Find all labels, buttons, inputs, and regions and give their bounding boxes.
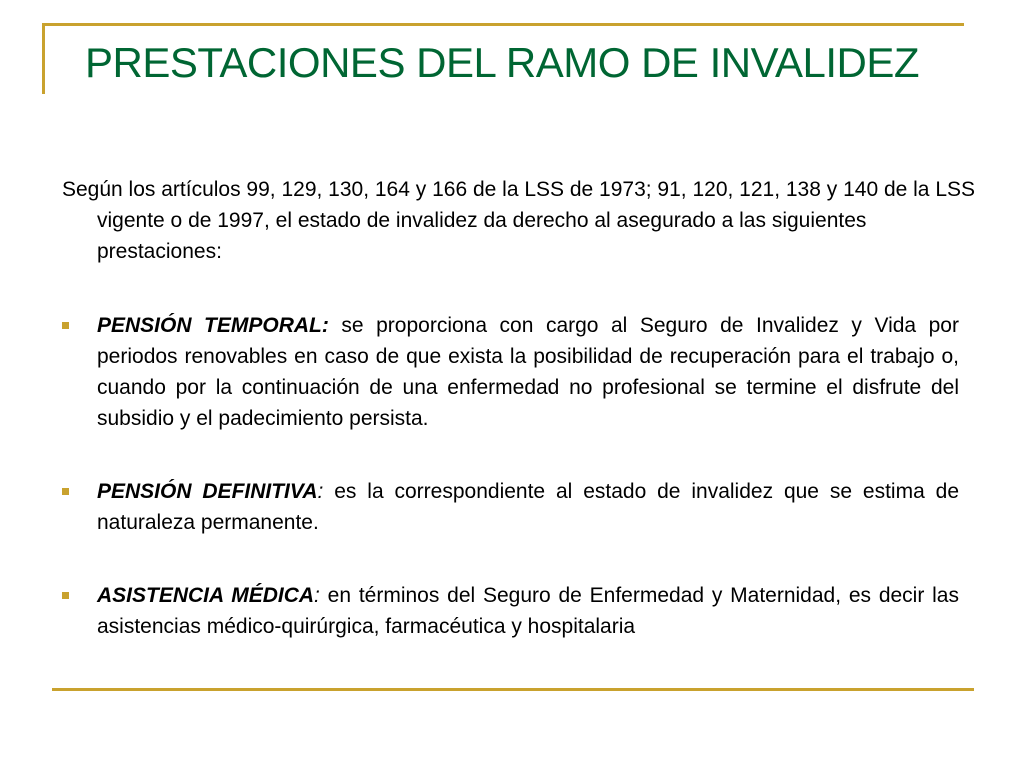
left-border-line xyxy=(42,23,45,94)
list-item-asistencia-medica xyxy=(62,580,959,642)
bullet-colon: : xyxy=(317,480,324,503)
square-bullet-icon xyxy=(62,488,69,495)
list-item-pension-definitiva xyxy=(62,476,959,538)
bullet-text: en términos del Seguro de Enfermedad y Maternidad, es decir las asistencias médico-quirúrgica, farmacéutica y hospitalaria xyxy=(97,584,959,638)
top-border-line xyxy=(42,23,964,26)
bullet-text: es la correspondiente al estado de invalidez que se estima de naturaleza permanente. xyxy=(97,480,960,534)
bottom-border-line xyxy=(52,688,974,691)
bullet-term: PENSIÓN DEFINITIVA xyxy=(97,480,318,503)
bullet-text: se proporciona con cargo al Seguro de Invalidez y Vida por periodos renovables en caso de que exista la posibilidad de recuperación para el trabajo o, cuando por la continuación de una enfermedad no profesional se termine el disfrute del subsidio y el padecimiento persista. xyxy=(97,314,959,430)
intro-paragraph: Según los artículos 99, 129, 130, 164 y 166 de la LSS de 1973; 91, 120, 121, 138 y 140 de la LSS vigente o de 1997, el estado de invalidez da derecho al asegurado a las siguientes prestaciones: xyxy=(62,178,976,263)
bullet-term: ASISTENCIA MÉDICA xyxy=(97,584,315,607)
list-item-pension-temporal xyxy=(62,310,959,434)
bullet-colon: : xyxy=(314,584,320,607)
slide-title: PRESTACIONES DEL RAMO DE INVALIDEZ xyxy=(85,39,920,86)
square-bullet-icon xyxy=(62,322,69,329)
bullet-term: PENSIÓN TEMPORAL: xyxy=(97,314,329,337)
square-bullet-icon xyxy=(62,592,69,599)
benefits-list xyxy=(62,310,959,642)
